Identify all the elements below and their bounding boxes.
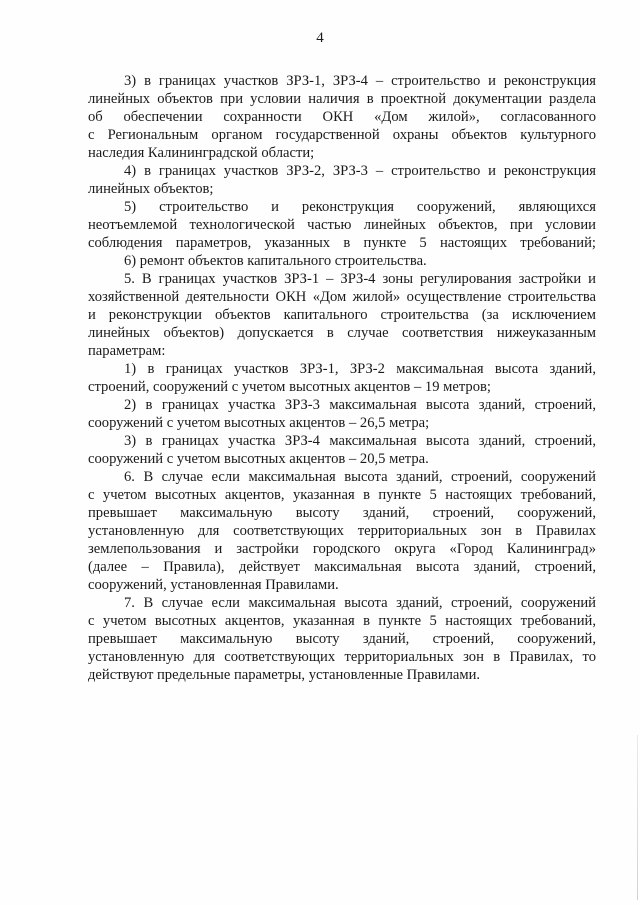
text-line: превышает максимальную высоту зданий, строений, сооружений, — [88, 631, 596, 647]
text-line: 4) в границах участков ЗРЗ-2, ЗРЗ-3 – строительство и реконструкция — [124, 163, 596, 179]
text-line: землепользования и застройки городского округа «Город Калининград» — [88, 541, 596, 557]
text-line: установленную для соответствующих территориальных зон в Правилах, то — [88, 649, 596, 665]
text-line: 2) в границах участка ЗРЗ-3 максимальная высота зданий, строений, — [124, 397, 596, 413]
text-line: и реконструкции объектов капитального строительства (за исключением — [88, 307, 596, 323]
scan-edge-shadow — [637, 735, 638, 900]
text-line: с учетом высотных акцентов, указанная в пункте 5 настоящих требований, — [88, 487, 596, 503]
text-line: установленную для соответствующих территориальных зон в Правилах — [88, 523, 596, 539]
text-line: 7. В случае если максимальная высота зданий, строений, сооружений — [124, 595, 596, 611]
text-line: строений, сооружений с учетом высотных акцентов – 19 метров; — [88, 379, 491, 395]
text-line: (далее – Правила), действует максимальная высота зданий, строений, — [88, 559, 596, 575]
page-number: 4 — [316, 30, 324, 46]
text-line: линейных объектов; — [88, 181, 214, 197]
text-line: 1) в границах участков ЗРЗ-1, ЗРЗ-2 максимальная высота зданий, — [124, 361, 596, 377]
text-line: превышает максимальную высоту зданий, строений, сооружений, — [88, 505, 596, 521]
text-line: линейных объектов при условии наличия в проектной документации раздела — [88, 91, 596, 107]
text-line: 3) в границах участков ЗРЗ-1, ЗРЗ-4 – строительство и реконструкция — [124, 73, 596, 89]
text-line: с учетом высотных акцентов, указанная в пункте 5 настоящих требований, — [88, 613, 596, 629]
text-line: 3) в границах участка ЗРЗ-4 максимальная высота зданий, строений, — [124, 433, 596, 449]
text-line: 5) строительство и реконструкция сооружений, являющихся — [124, 199, 596, 215]
text-line: неотъемлемой технологической частью линейных объектов, при условии — [88, 217, 596, 233]
text-line: сооружений с учетом высотных акцентов – 20,5 метра. — [88, 451, 429, 467]
text-line: действуют предельные параметры, установленные Правилами. — [88, 667, 481, 683]
text-line: 6. В случае если максимальная высота зданий, строений, сооружений — [124, 469, 596, 485]
text-line: соблюдения параметров, указанных в пункте 5 настоящих требований; — [88, 235, 596, 251]
text-line: хозяйственной деятельности ОКН «Дом жилой» осуществление строительства — [88, 289, 596, 305]
text-line: сооружений с учетом высотных акцентов – 26,5 метра; — [88, 415, 430, 431]
text-line: об обеспечении сохранности ОКН «Дом жилой», согласованного — [88, 109, 596, 125]
text-line: сооружений, установленная Правилами. — [88, 577, 339, 593]
text-line: параметрам: — [88, 343, 166, 359]
text-line: наследия Калининградской области; — [88, 145, 315, 161]
text-line: 5. В границах участков ЗРЗ-1 – ЗРЗ-4 зоны регулирования застройки и — [124, 271, 596, 287]
text-line: 6) ремонт объектов капитального строительства. — [124, 253, 427, 269]
text-line: линейных объектов) допускается в случае соответствия нижеуказанным — [88, 325, 596, 341]
text-line: с Региональным органом государственной охраны объектов культурного — [88, 127, 596, 143]
